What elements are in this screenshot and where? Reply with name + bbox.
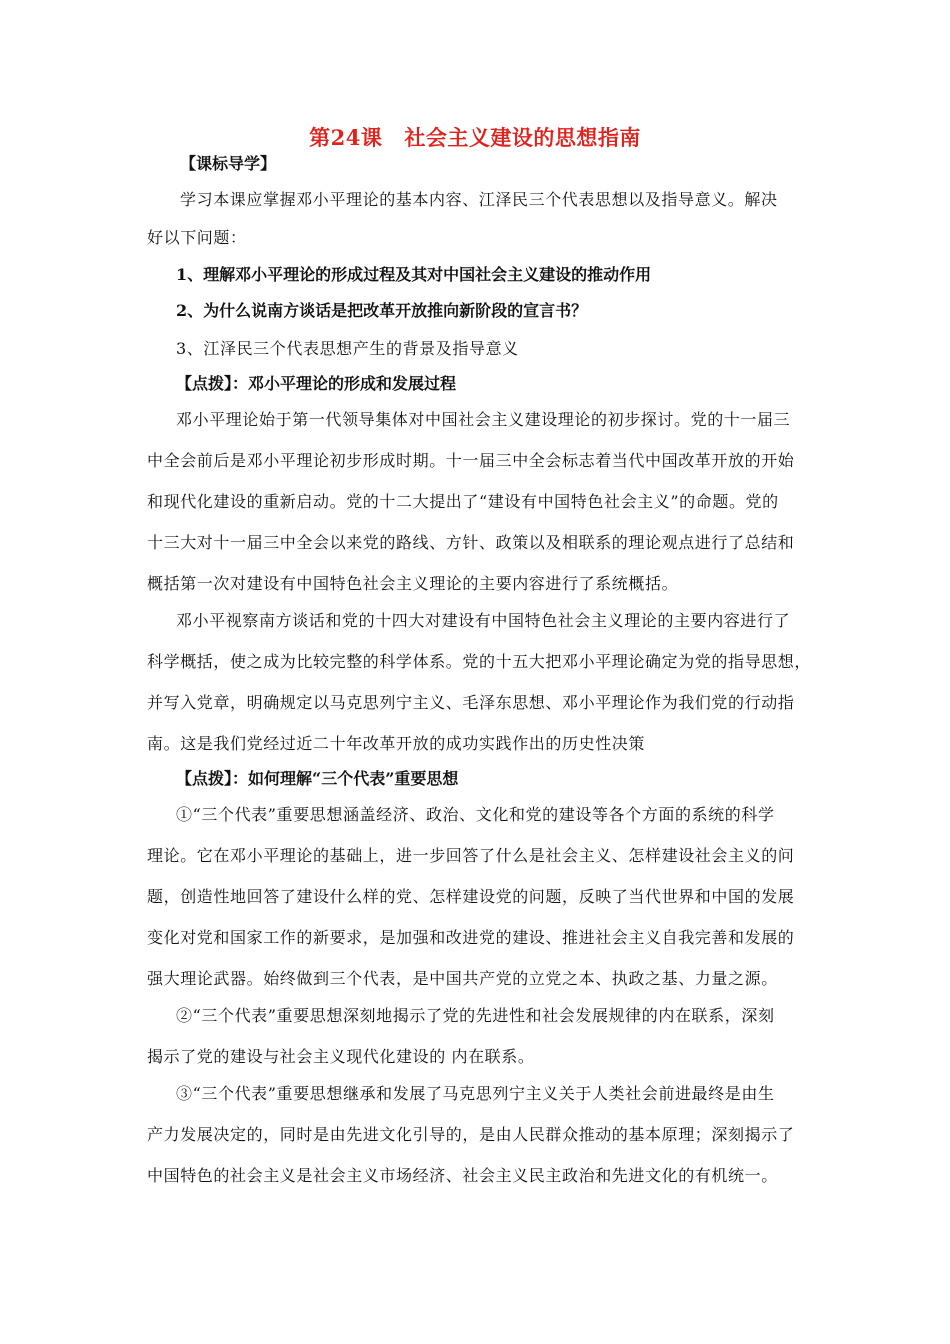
paragraph-line: 十三大对十一届三中全会以来党的路线、方针、政策以及相联系的理论观点进行了总结和 (147, 533, 795, 552)
paragraph-line: 变化对党和国家工作的新要求，是加强和改进党的建设、推进社会主义自我完善和发展的 (147, 928, 795, 947)
paragraph-line: 中国特色的社会主义是社会主义市场经济、社会主义民主政治和先进文化的有机统一。 (147, 1166, 778, 1185)
title-lesson-number: 第24课 (309, 125, 383, 150)
paragraph-line: ①“三个代表”重要思想涵盖经济、政治、文化和党的建设等各个方面的系统的科学 (176, 805, 775, 824)
intro-line: 好以下问题： (147, 228, 247, 247)
question-item: 2、为什么说南方谈话是把改革开放推向新阶段的宣言书？ (176, 301, 588, 320)
paragraph-line: 邓小平理论始于第一代领导集体对中国社会主义建设理论的初步探讨。党的十一届三 (176, 410, 791, 429)
paragraph-line: 科学概括，使之成为比较完整的科学体系。党的十五大把邓小平理论确定为党的指导思想， (147, 652, 812, 671)
paragraph-line: ②“三个代表”重要思想深刻地揭示了党的先进性和社会发展规律的内在联系，深刻 (176, 1006, 775, 1025)
question-item: 1、理解邓小平理论的形成过程及其对中国社会主义建设的推动作用 (176, 265, 652, 284)
paragraph-line: 产力发展决定的，同时是由先进文化引导的，是由人民群众推动的基本原理；深刻揭示了 (147, 1125, 795, 1144)
paragraph-line: 中全会前后是邓小平理论初步形成时期。十一届三中全会标志着当代中国改革开放的开始 (147, 451, 795, 470)
kebiao-heading: 【课标导学】 (180, 154, 277, 173)
paragraph-line: 理论。它在邓小平理论的基础上，进一步回答了什么是社会主义、怎样建设社会主义的问 (147, 846, 795, 865)
paragraph-line: 概括第一次对建设有中国特色社会主义理论的主要内容进行了系统概括。 (147, 574, 679, 593)
dianbo-heading-deng: 【点拨】：邓小平理论的形成和发展过程 (176, 374, 457, 393)
page-title (0, 122, 950, 152)
paragraph-line: 揭示了党的建设与社会主义现代化建设的 内在联系。 (147, 1047, 535, 1066)
paragraph-line: 题，创造性地回答了建设什么样的党、怎样建设党的问题，反映了当代世界和中国的发展 (147, 887, 795, 906)
title-lesson-name: 社会主义建设的思想指南 (404, 125, 641, 150)
paragraph-line: 强大理论武器。始终做到三个代表，是中国共产党的立党之本、执政之基、力量之源。 (147, 969, 778, 988)
question-item: 3、江泽民三个代表思想产生的背景及指导意义 (176, 339, 519, 358)
paragraph-line: 邓小平视察南方谈话和党的十四大对建设有中国特色社会主义理论的主要内容进行了 (176, 611, 791, 630)
dianbo-heading-three-represents: 【点拨】：如何理解“三个代表”重要思想 (176, 769, 459, 788)
paragraph-line: 和现代化建设的重新启动。党的十二大提出了“建设有中国特色社会主义”的命题。党的 (147, 492, 779, 511)
intro-line: 学习本课应掌握邓小平理论的基本内容、江泽民三个代表思想以及指导意义。解决 (180, 190, 778, 209)
paragraph-line: ③“三个代表”重要思想继承和发展了马克思列宁主义关于人类社会前进最终是由生 (176, 1084, 775, 1103)
paragraph-line: 并写入党章，明确规定以马克思列宁主义、毛泽东思想、邓小平理论作为我们党的行动指 (147, 693, 795, 712)
paragraph-line: 南。这是我们党经过近二十年改革开放的成功实践作出的历史性决策 (147, 734, 646, 753)
